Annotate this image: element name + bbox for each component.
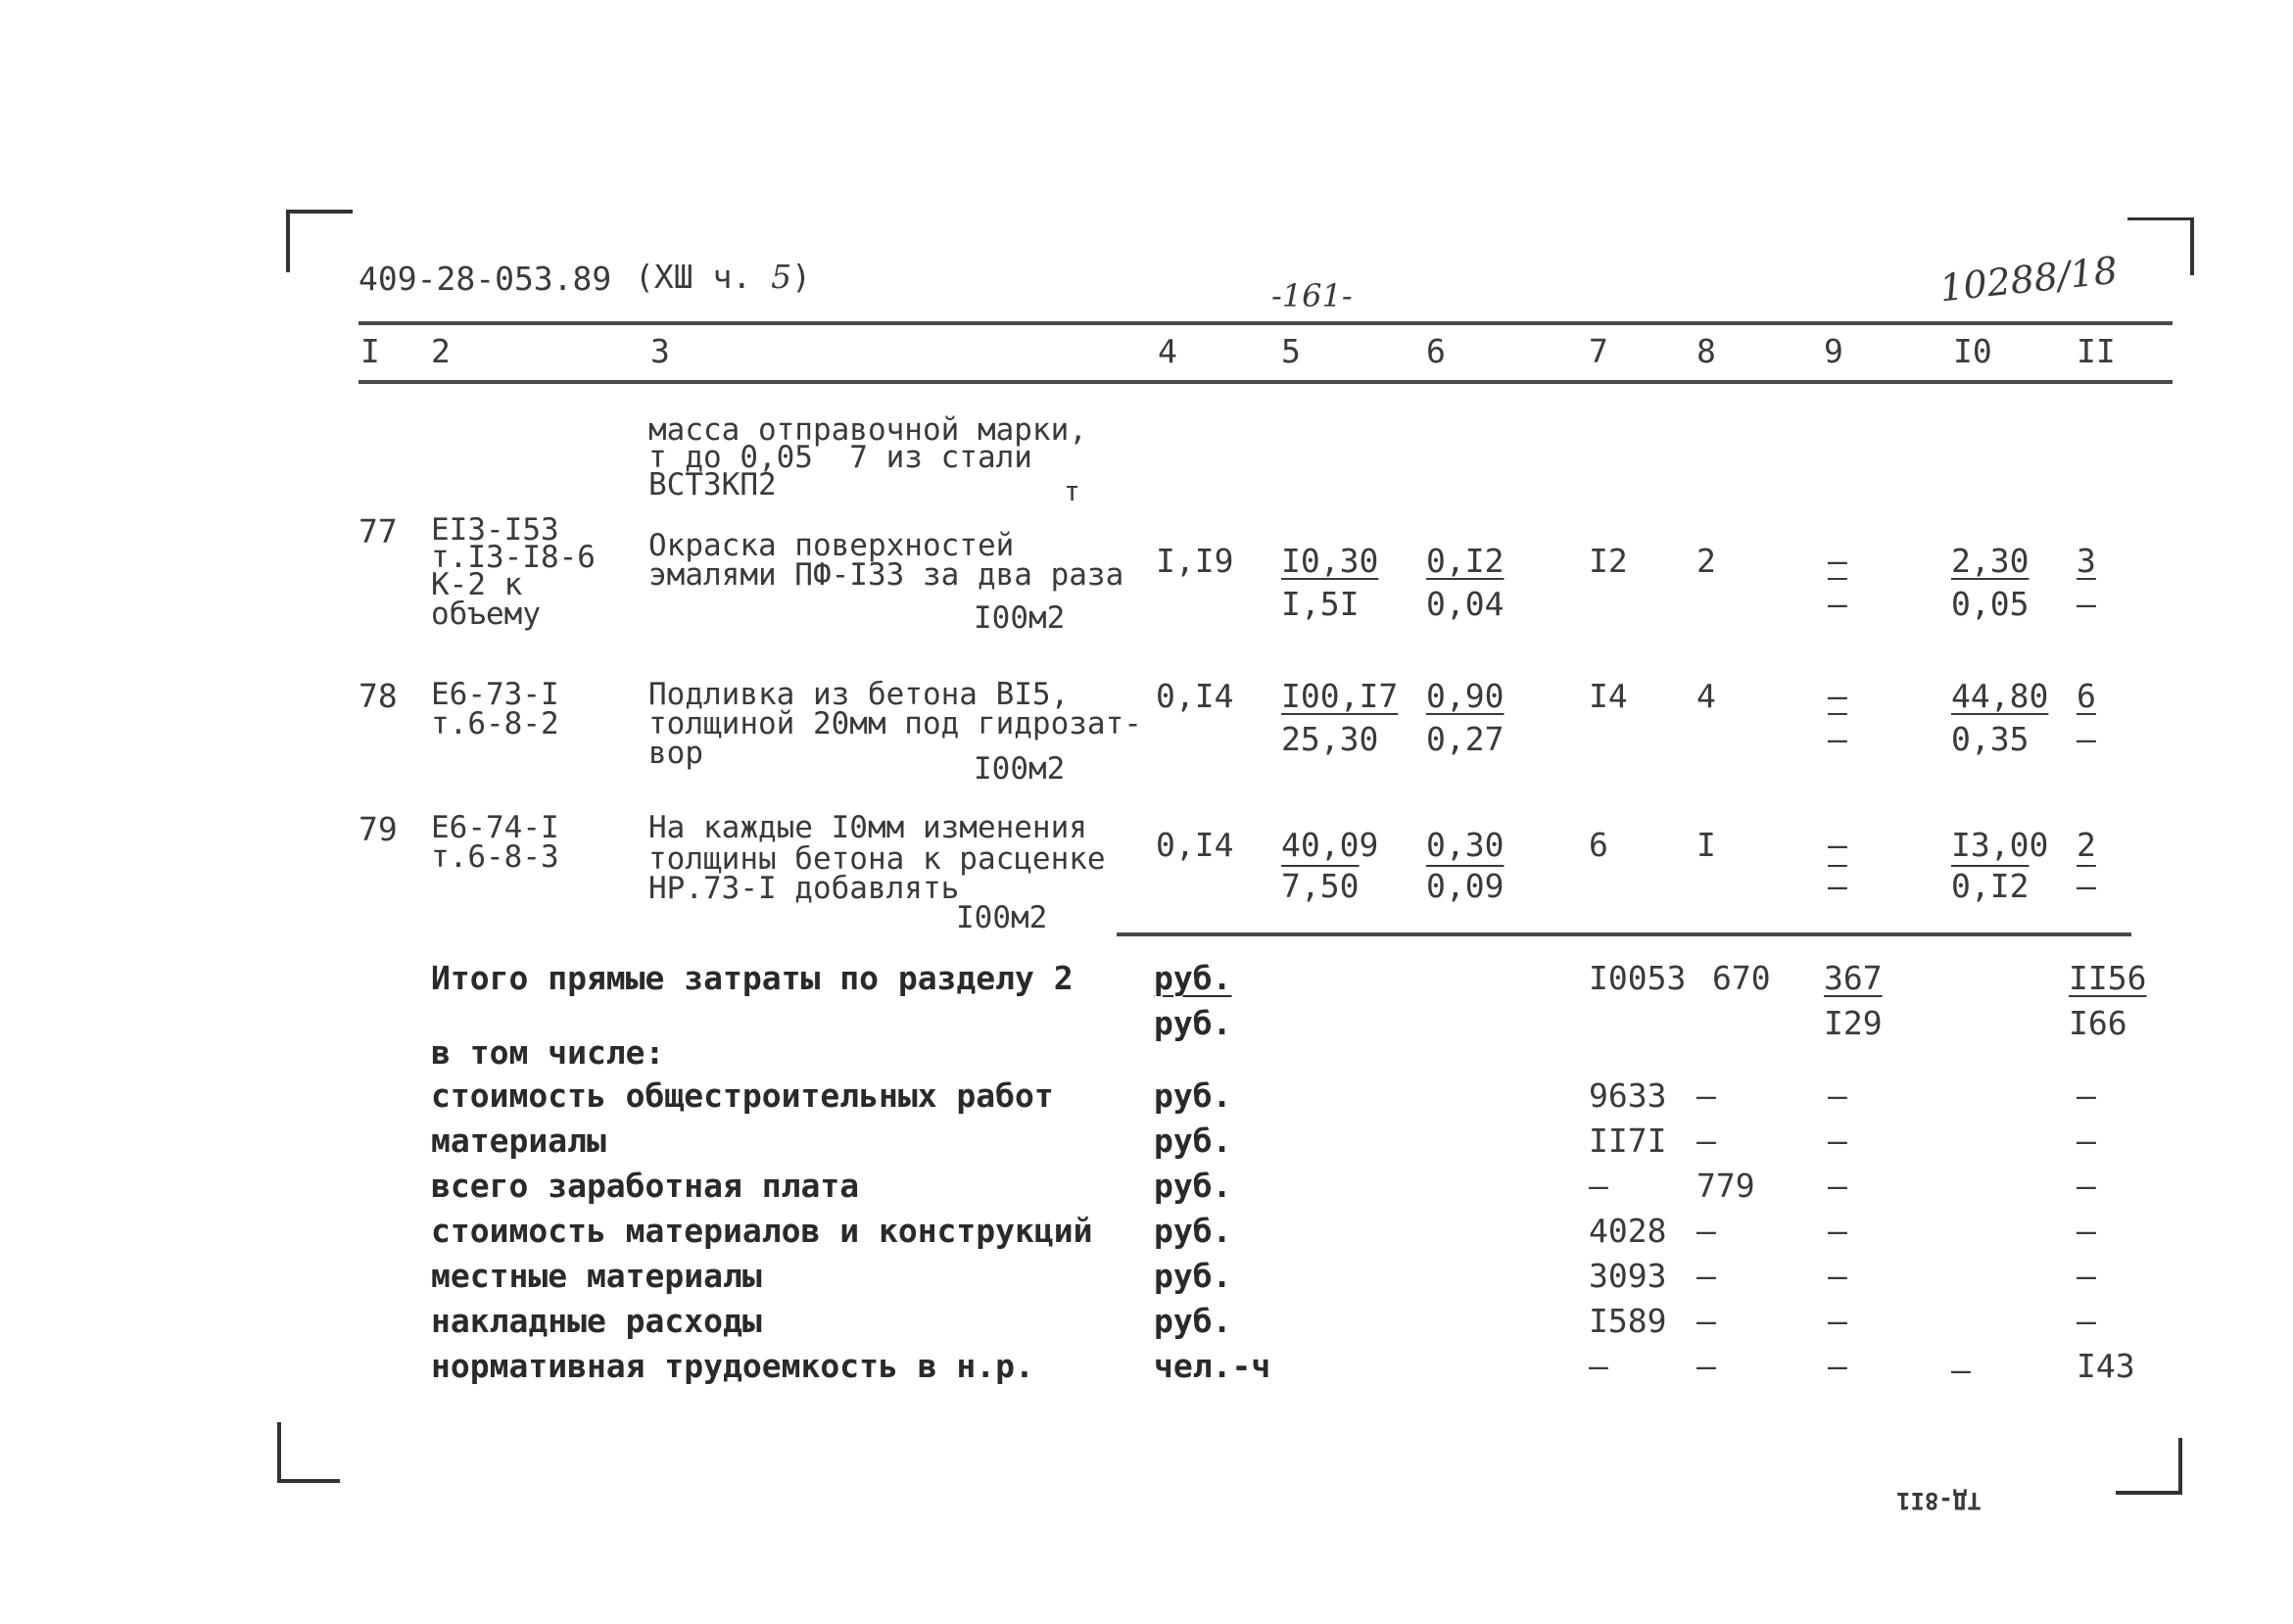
breakdown-c9: –: [1828, 1257, 1847, 1295]
cell-c8: 4: [1696, 677, 1716, 715]
totals-c9-bottom: I29: [1824, 1004, 1883, 1042]
header-rule-top: [358, 321, 2173, 325]
cell-c10-top: I3,00: [1951, 826, 2049, 864]
inventory-number: 10288/18: [1937, 248, 2120, 310]
column-number-4: 4: [1158, 332, 1177, 370]
cell-c8: 2: [1696, 542, 1716, 580]
description-line: эмалями ПФ-I33 за два раза: [648, 557, 1124, 593]
cell-c4: 0,I4: [1156, 677, 1234, 715]
column-number-8: 8: [1696, 332, 1716, 370]
cell-c11-bottom: –: [2077, 585, 2096, 623]
section-close: ): [791, 258, 811, 296]
cell-c10-bottom: 0,35: [1951, 720, 2030, 758]
breakdown-label: материалы: [431, 1122, 606, 1160]
breakdown-label: стоимость общестроительных работ: [431, 1076, 1054, 1115]
cell-c11-top: 3: [2077, 542, 2096, 580]
cell-c5-bottom: 25,30: [1281, 720, 1379, 758]
breakdown-c8: –: [1696, 1302, 1716, 1340]
cell-c5-top: I0,30: [1281, 542, 1379, 580]
breakdown-label: накладные расходы: [431, 1302, 762, 1340]
breakdown-c9: –: [1828, 1302, 1847, 1340]
cell-c10-top: 2,30: [1951, 542, 2030, 580]
carryover-line-2: т до 0,05 7 из стали: [648, 440, 1032, 475]
cell-c5-bottom: I,5I: [1281, 585, 1360, 623]
code-line: т.6-8-3: [431, 839, 559, 875]
column-number-5: 5: [1281, 332, 1301, 370]
breakdown-unit: руб.: [1154, 1302, 1232, 1340]
description-line: вор: [648, 736, 703, 771]
breakdown-c11: –: [2077, 1212, 2096, 1250]
breakdown-c7: –: [1589, 1347, 1608, 1385]
breakdown-unit: руб.: [1154, 1167, 1232, 1205]
cell-c6-bottom: 0,04: [1426, 585, 1505, 623]
totals-unit-2: руб.: [1154, 1004, 1232, 1042]
breakdown-label: всего заработная плата: [431, 1167, 860, 1205]
column-number-9: 9: [1824, 332, 1843, 370]
breakdown-unit: руб.: [1154, 1257, 1232, 1295]
cell-c6-bottom: 0,09: [1426, 867, 1505, 905]
cell-c9-top: –: [1828, 677, 1847, 715]
breakdown-c9: –: [1828, 1212, 1847, 1250]
breakdown-unit: руб.: [1154, 1076, 1232, 1115]
totals-unit-1: руб.: [1154, 959, 1232, 997]
totals-c11-bottom: I66: [2069, 1004, 2127, 1042]
breakdown-label: нормативная трудоемкость в н.р.: [431, 1347, 1034, 1385]
code-line: К-2 к: [431, 567, 523, 602]
description-line: толщины бетона к расценке: [648, 841, 1106, 877]
cell-c7: I4: [1589, 677, 1628, 715]
totals-c11-top: II56: [2069, 959, 2147, 997]
breakdown-c8: –: [1696, 1212, 1716, 1250]
breakdown-c10: –: [1951, 1351, 1971, 1389]
cell-c8: I: [1696, 826, 1716, 864]
row-number: 77: [358, 512, 398, 550]
column-number-6: 6: [1426, 332, 1446, 370]
description-line: На каждые I0мм изменения: [648, 810, 1087, 845]
cell-c9-bottom: –: [1828, 585, 1847, 623]
breakdown-c8: –: [1696, 1257, 1716, 1295]
code-line: Е6-74-I: [431, 810, 559, 845]
description-line: Окраска поверхностей: [648, 528, 1015, 563]
breakdown-c8: –: [1696, 1347, 1716, 1385]
code-line: ЕI3-I53: [431, 512, 559, 548]
column-number-2: 2: [431, 332, 451, 370]
header-rule-bottom: [358, 380, 2173, 384]
cell-c6-top: 0,90: [1426, 677, 1505, 715]
breakdown-label: местные материалы: [431, 1257, 762, 1295]
corner-mark-top-left: [286, 210, 353, 272]
corner-mark-bottom-left: [277, 1422, 340, 1483]
cell-c5-top: 40,09: [1281, 826, 1379, 864]
breakdown-c9: –: [1828, 1076, 1847, 1115]
code-line: объему: [431, 597, 541, 632]
cell-c11-top: 2: [2077, 826, 2096, 864]
breakdown-c9: –: [1828, 1347, 1847, 1385]
carryover-line-3: ВСТ3КП2: [648, 467, 777, 502]
description-line: НР.73-I добавлять: [648, 871, 960, 906]
column-number-1: I: [360, 332, 380, 370]
cell-c9-bottom: –: [1828, 867, 1847, 905]
breakdown-unit: чел.-ч: [1154, 1347, 1271, 1385]
code-line: т.I3-I8-6: [431, 540, 596, 575]
corner-mark-bottom-right: [2116, 1438, 2182, 1495]
breakdown-c11: –: [2077, 1302, 2096, 1340]
code-line: Е6-73-I: [431, 677, 559, 712]
breakdown-c7: II7I: [1589, 1122, 1667, 1160]
breakdown-c8: –: [1696, 1076, 1716, 1115]
footer-mark: ТД-8I1: [1896, 1487, 1982, 1514]
cell-c4: 0,I4: [1156, 826, 1234, 864]
unit: I00м2: [974, 600, 1066, 636]
cell-c4: I,I9: [1156, 542, 1234, 580]
cell-c5-bottom: 7,50: [1281, 867, 1360, 905]
cell-c10-top: 44,80: [1951, 677, 2049, 715]
breakdown-c11: –: [2077, 1257, 2096, 1295]
breakdown-c7: I589: [1589, 1302, 1667, 1340]
cell-c11-top: 6: [2077, 677, 2096, 715]
breakdown-c7: 3093: [1589, 1257, 1667, 1295]
column-number-10: I0: [1953, 332, 1992, 370]
breakdown-c11: I43: [2077, 1347, 2135, 1385]
totals-c9-top: 367: [1824, 959, 1883, 997]
cell-c9-top: –: [1828, 542, 1847, 580]
breakdown-c11: –: [2077, 1122, 2096, 1160]
cell-c5-top: I00,I7: [1281, 677, 1399, 715]
row-number: 79: [358, 810, 398, 848]
breakdown-c9: –: [1828, 1167, 1847, 1205]
cell-c6-top: 0,30: [1426, 826, 1505, 864]
totals-rule: [1117, 932, 2131, 936]
column-number-7: 7: [1589, 332, 1608, 370]
cell-c9-bottom: –: [1828, 720, 1847, 758]
totals-label: Итого прямые затраты по разделу 2: [431, 959, 1074, 997]
document-code: 409-28-053.89: [358, 260, 612, 298]
breakdown-c11: –: [2077, 1167, 2096, 1205]
breakdown-c7: 9633: [1589, 1076, 1667, 1115]
code-line: т.6-8-2: [431, 706, 559, 741]
carryover-unit: т: [1064, 475, 1080, 507]
cell-c9-top: –: [1828, 826, 1847, 864]
description-line: Подливка из бетона ВI5,: [648, 677, 1070, 712]
cell-c7: 6: [1589, 826, 1608, 864]
breakdown-c7: –: [1589, 1167, 1608, 1205]
unit: I00м2: [974, 751, 1066, 787]
carryover-line-1: масса отправочной марки,: [648, 412, 1087, 448]
section-label: (ХШ ч.: [635, 258, 752, 296]
cell-c7: I2: [1589, 542, 1628, 580]
cell-c6-top: 0,I2: [1426, 542, 1505, 580]
unit: I00м2: [956, 900, 1048, 935]
cell-c6-bottom: 0,27: [1426, 720, 1505, 758]
breakdown-c8: 779: [1696, 1167, 1755, 1205]
page-number: -161-: [1271, 277, 1353, 314]
row-number: 78: [358, 677, 398, 715]
cell-c11-bottom: –: [2077, 720, 2096, 758]
description-line: толщиной 20мм под гидрозат-: [648, 706, 1142, 741]
part-number: 5: [771, 258, 792, 296]
column-number-11: II: [2077, 332, 2116, 370]
section-reference: [635, 258, 811, 296]
breakdown-c11: –: [2077, 1076, 2096, 1115]
breakdown-unit: руб.: [1154, 1122, 1232, 1160]
cell-c10-bottom: 0,I2: [1951, 867, 2030, 905]
breakdown-label: стоимость материалов и конструкций: [431, 1212, 1093, 1250]
cell-c10-bottom: 0,05: [1951, 585, 2030, 623]
totals-c8: 670: [1712, 959, 1771, 997]
including-label: в том числе:: [431, 1033, 665, 1072]
corner-mark-top-right: [2127, 217, 2194, 275]
totals-c7: I0053: [1589, 959, 1687, 997]
column-number-3: 3: [650, 332, 670, 370]
cell-c11-bottom: –: [2077, 867, 2096, 905]
breakdown-unit: руб.: [1154, 1212, 1232, 1250]
breakdown-c7: 4028: [1589, 1212, 1667, 1250]
breakdown-c9: –: [1828, 1122, 1847, 1160]
breakdown-c8: –: [1696, 1122, 1716, 1160]
